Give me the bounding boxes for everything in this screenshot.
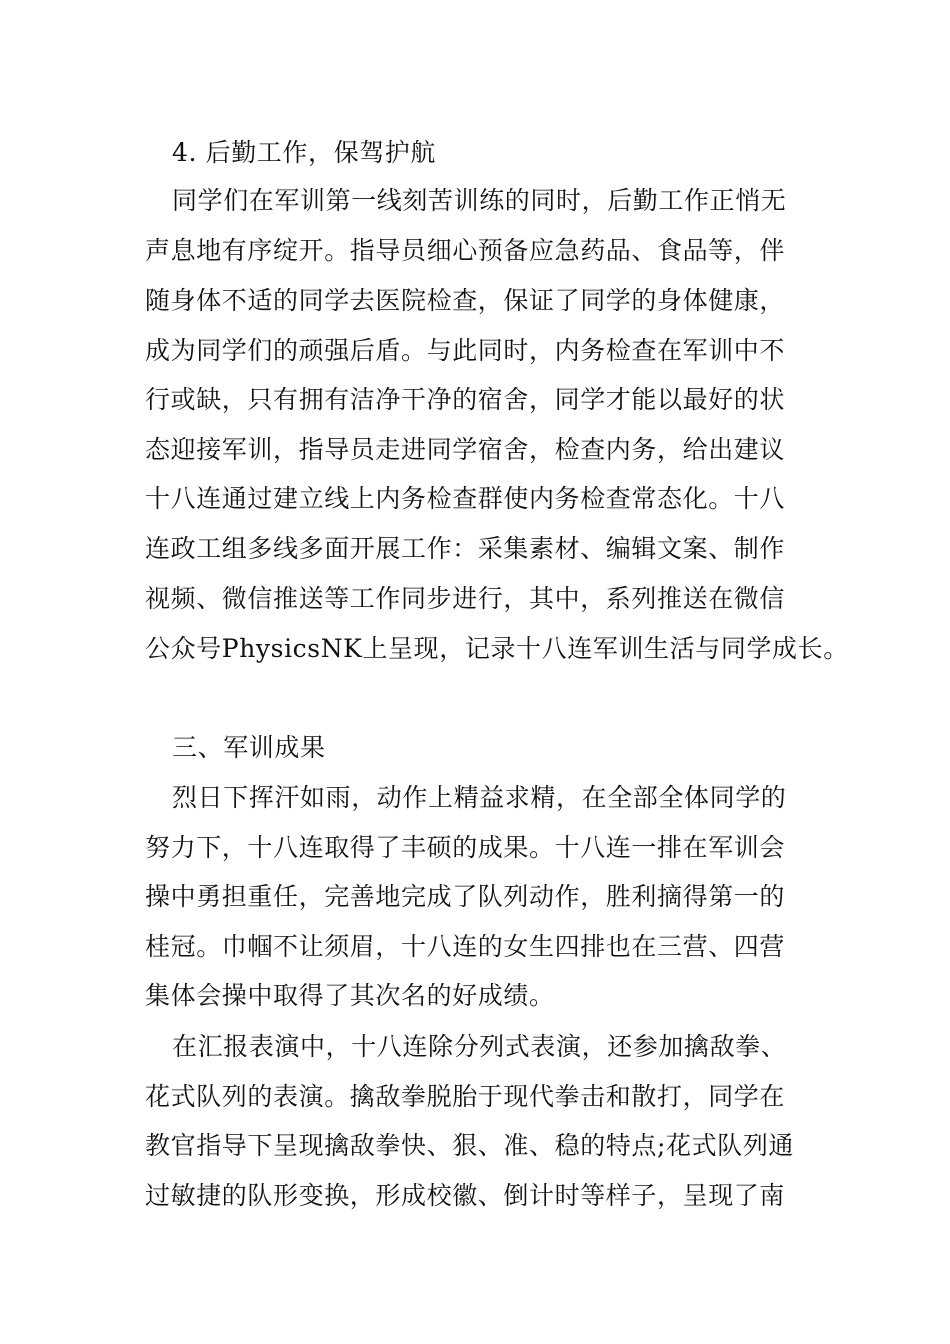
paragraph-line: 视频、微信推送等工作同步进行，其中，系列推送在微信 [145, 584, 786, 613]
paragraph-line: 教官指导下呈现擒敌拳快、狠、准、稳的特点;花式队列通 [145, 1131, 795, 1160]
paragraph-line: 花式队列的表演。擒敌拳脱胎于现代拳击和散打，同学在 [145, 1082, 786, 1111]
paragraph-line: 公众号PhysicsNK上呈现，记录十八连军训生活与同学成长。 [145, 634, 849, 663]
subheading-logistics: 4. 后勤工作，保驾护航 [172, 138, 437, 167]
paragraph-line: 集体会操中取得了其次名的好成绩。 [145, 981, 555, 1010]
paragraph-line: 操中勇担重任，完善地完成了队列动作，胜利摘得第一的 [145, 882, 786, 911]
paragraph-line: 声息地有序绽开。指导员细心预备应急药品、食品等，伴 [145, 236, 786, 265]
paragraph-line: 努力下，十八连取得了丰硕的成果。十八连一排在军训会 [145, 833, 786, 862]
paragraph-line: 在汇报表演中，十八连除分列式表演，还参加擒敌拳、 [172, 1032, 787, 1061]
paragraph-line: 随身体不适的同学去医院检查，保证了同学的身体健康， [145, 286, 786, 315]
paragraph-line: 态迎接军训，指导员走进同学宿舍，检查内务，给出建议 [145, 435, 786, 464]
paragraph-line: 桂冠。巾帼不让须眉，十八连的女生四排也在三营、四营 [145, 932, 786, 961]
section-heading-results: 三、军训成果 [172, 733, 326, 762]
paragraph-line: 过敏捷的队形变换，形成校徽、倒计时等样子，呈现了南 [145, 1181, 786, 1210]
paragraph-line: 十八连通过建立线上内务检查群使内务检查常态化。十八 [145, 484, 786, 513]
paragraph-line: 行或缺，只有拥有洁净干净的宿舍，同学才能以最好的状 [145, 385, 786, 414]
paragraph-line: 同学们在军训第一线刻苦训练的同时，后勤工作正悄无 [172, 186, 787, 215]
paragraph-line: 烈日下挥汗如雨，动作上精益求精，在全部全体同学的 [172, 783, 787, 812]
paragraph-line: 成为同学们的顽强后盾。与此同时，内务检查在军训中不 [145, 336, 786, 365]
paragraph-line: 连政工组多线多面开展工作：采集素材、编辑文案、制作 [145, 534, 786, 563]
